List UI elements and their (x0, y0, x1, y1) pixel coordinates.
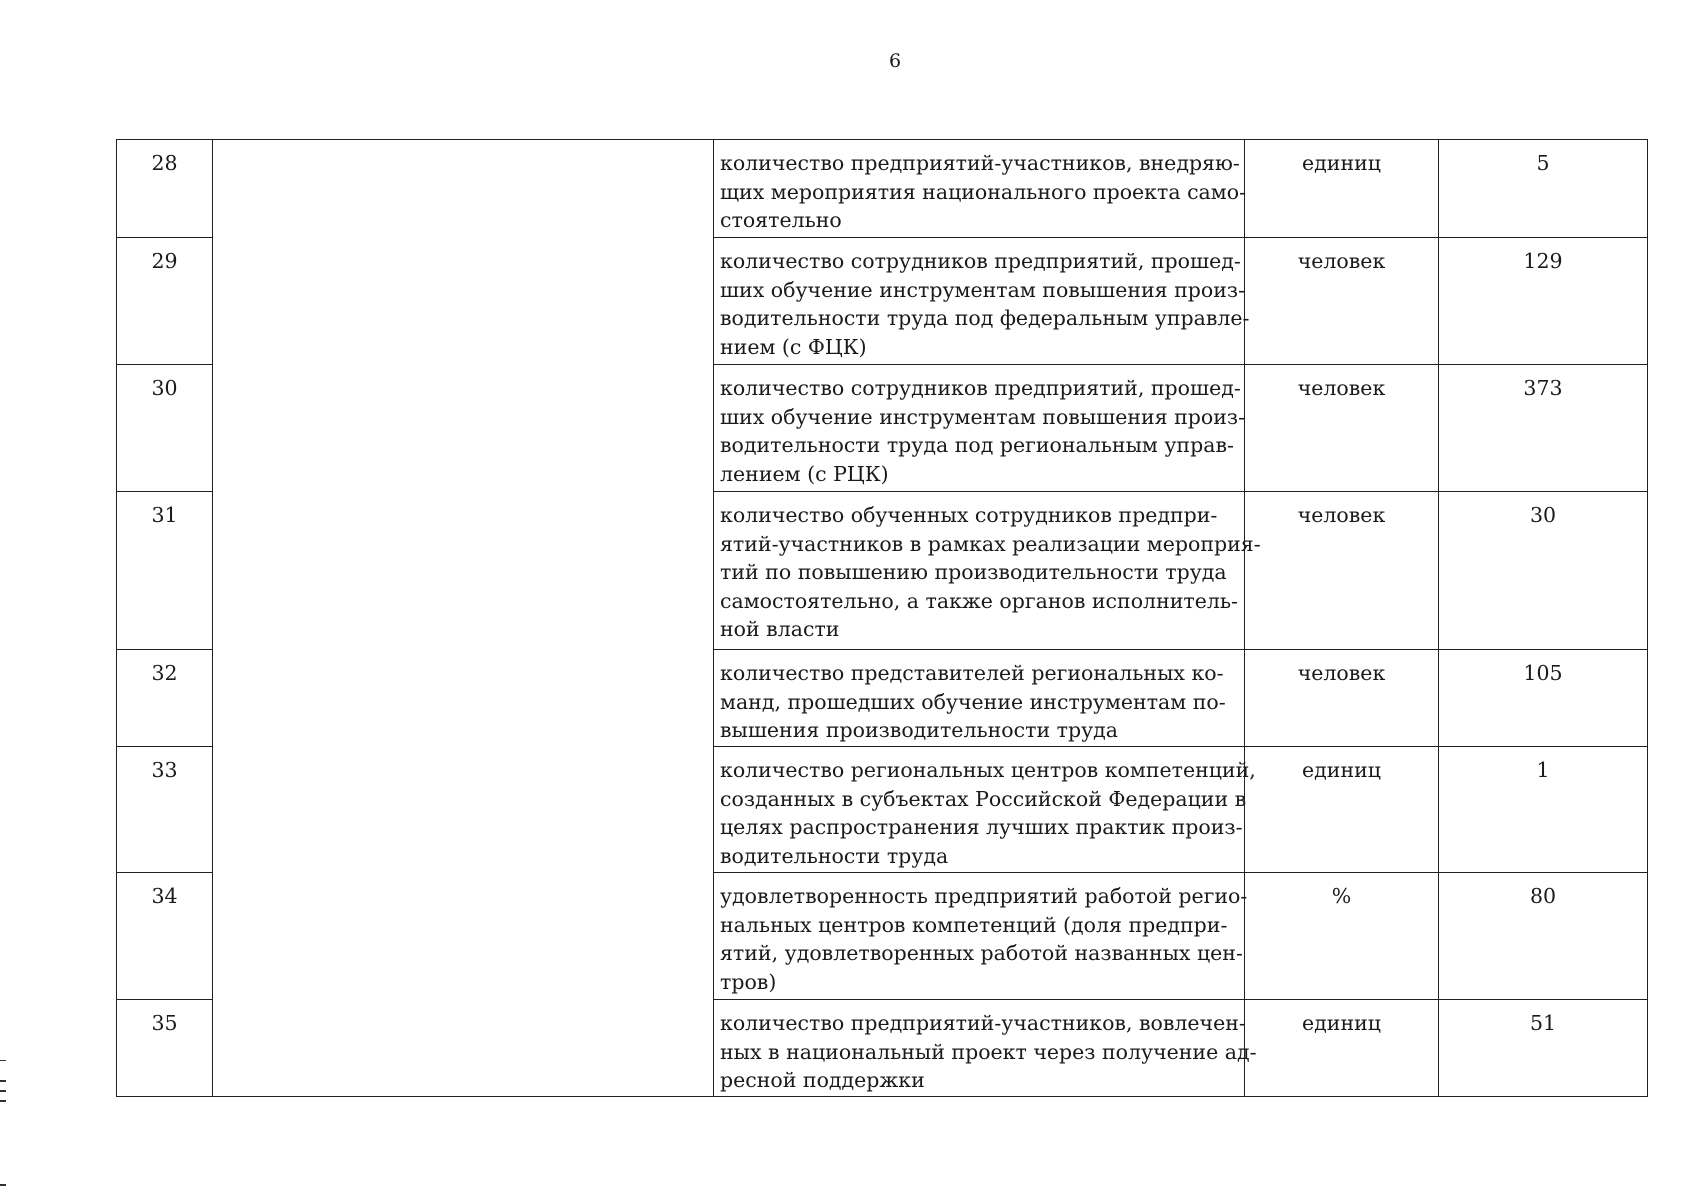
row-number: 28 (117, 140, 213, 238)
table-body (117, 140, 1648, 1097)
indicator-value: 30 (1439, 492, 1648, 650)
description-line: ших обучение инструментам повышения произ- (720, 277, 1246, 302)
description-line: количество представителей региональных ко- (720, 661, 1224, 685)
unit-of-measure: единиц (1245, 1000, 1439, 1097)
description-line: количество обученных сотрудников предпри- (720, 503, 1218, 527)
row-number: 35 (117, 1000, 213, 1097)
unit-of-measure: человек (1245, 650, 1439, 747)
unit-of-measure: человек (1245, 238, 1439, 365)
description-line: ной власти (720, 617, 840, 641)
description-line: количество региональных центров компетенций, (720, 758, 1256, 782)
description-line: манд, прошедших обучение инструментам по- (720, 689, 1226, 714)
indicator-description (714, 365, 1245, 492)
description-line: удовлетворенность предприятий работой регио- (720, 884, 1248, 908)
description-line: количество предприятий-участников, вовлечен- (720, 1011, 1246, 1035)
indicator-description (714, 873, 1248, 1000)
description-line: ятий, удовлетворенных работой названных цен- (720, 941, 1243, 965)
indicator-description (714, 747, 1256, 873)
description-line: самостоятельно, а также органов исполнитель- (720, 588, 1238, 613)
description-line: водительности труда (720, 843, 949, 868)
table-row (117, 140, 1648, 238)
description-line: ятий-участников в рамках реализации мероприя- (720, 531, 1261, 556)
indicator-description (714, 140, 1245, 238)
description-line: ресной поддержки (720, 1068, 925, 1092)
description-line: количество предприятий-участников, внедряю- (720, 151, 1240, 175)
indicator-value: 80 (1439, 873, 1648, 1000)
row-number: 29 (117, 238, 213, 365)
margin-mark (0, 1060, 6, 1061)
indicator-value: 5 (1439, 140, 1648, 238)
indicator-description (714, 650, 1245, 747)
indicator-value: 129 (1439, 238, 1648, 365)
indicator-description (714, 238, 1250, 365)
indicator-description (714, 1000, 1257, 1097)
unit-of-measure: человек (1245, 365, 1439, 492)
unit-of-measure: % (1245, 873, 1439, 1000)
row-number: 33 (117, 747, 213, 873)
indicator-description (714, 492, 1261, 650)
row-number: 34 (117, 873, 213, 1000)
description-line: водительности труда под региональным управ- (720, 433, 1234, 457)
margin-mark (0, 1090, 6, 1092)
description-line: количество сотрудников предприятий, прошед- (720, 249, 1241, 273)
margin-mark (0, 1184, 6, 1186)
unit-of-measure: единиц (1245, 140, 1439, 238)
description-line: целях распространения лучших практик произ- (720, 815, 1243, 839)
indicator-value: 1 (1439, 747, 1648, 873)
unit-of-measure: единиц (1245, 747, 1439, 873)
description-line: водительности труда под федеральным управле- (720, 306, 1250, 330)
description-line: тров) (720, 969, 777, 994)
margin-mark (0, 1080, 6, 1082)
description-line: количество сотрудников предприятий, прошед- (720, 376, 1241, 400)
indicators-table (116, 139, 1648, 1097)
description-line: вышения производительности труда (720, 718, 1118, 742)
margin-mark (0, 1100, 6, 1102)
description-line: стоятельно (720, 208, 842, 232)
description-line: тий по повышению производительности труда (720, 560, 1227, 584)
row-number: 30 (117, 365, 213, 492)
page-number: 6 (888, 50, 902, 72)
indicator-value: 51 (1439, 1000, 1648, 1097)
description-line: лением (с РЦК) (720, 461, 889, 486)
description-line: созданных в субъектах Российской Федерации в (720, 786, 1247, 811)
description-line: щих мероприятия национального проекта само- (720, 179, 1246, 204)
indicator-value: 105 (1439, 650, 1648, 747)
indicator-value: 373 (1439, 365, 1648, 492)
unit-of-measure: человек (1245, 492, 1439, 650)
row-number: 32 (117, 650, 213, 747)
merged-empty-cell (213, 140, 714, 1097)
row-number: 31 (117, 492, 213, 650)
description-line: ших обучение инструментам повышения произ- (720, 404, 1246, 429)
description-line: нием (с ФЦК) (720, 334, 867, 359)
description-line: ных в национальный проект через получение ад- (720, 1039, 1257, 1064)
description-line: нальных центров компетенций (доля предпри- (720, 912, 1228, 937)
